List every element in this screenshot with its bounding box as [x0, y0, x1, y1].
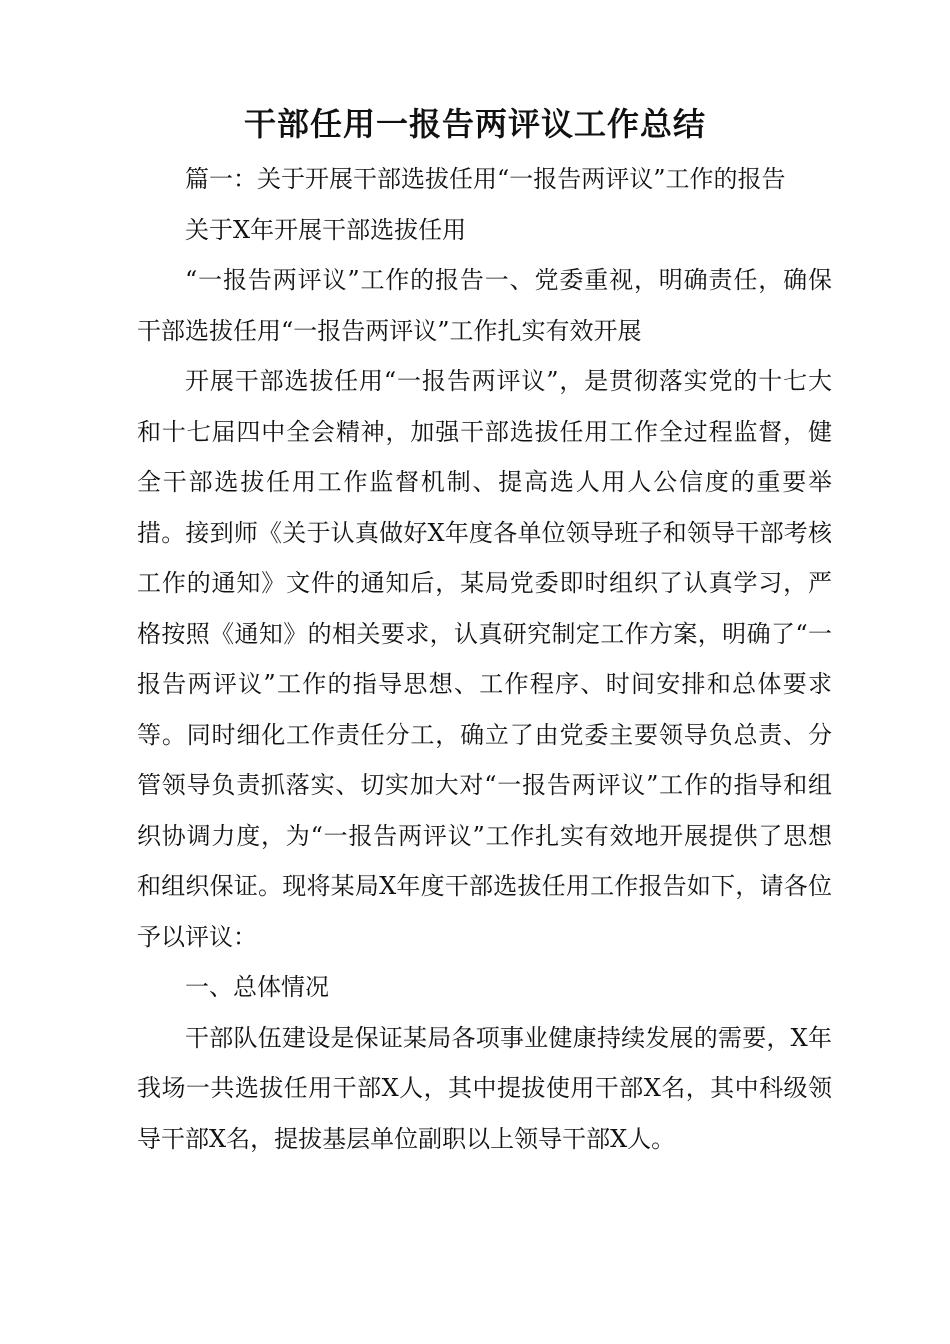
paragraph-subheading: 一、总体情况 [185, 973, 329, 1001]
paragraph-report-title: 关于X年开展干部选拔任用 [185, 215, 467, 244]
paragraph-section-heading: 篇一：关于开展干部选拔任用“一报告两评议”工作的报告 [185, 165, 786, 193]
document-title: 干部任用一报告两评议工作总结 [243, 105, 706, 143]
paragraph-report-subtitle: “一报告两评议”工作的报告一、党委重视，明确责任，确保干部选拔任用“一报告两评议”工作扎实有效开展 [137, 266, 832, 345]
document-body [137, 154, 832, 1164]
paragraph-body: 干部队伍建设是保证某局各项事业健康持续发展的需要，X年我场一共选拔任用干部X人，其中提拔使用干部X名，其中科级领导干部X名，提拔基层单位副职以上领导干部X人。 [137, 1023, 832, 1153]
paragraph-body: 开展干部选拔任用“一报告两评议”，是贯彻落实党的十七大和十七届四中全会精神，加强干部选拔任用工作全过程监督，健全干部选拔任用工作监督机制、提高选人用人公信度的重要举措。接到师《关于认真做好X年度各单位领导班子和领导干部考核工作的通知》文件的通知后，某局党委即时组织了认真学习，严格按照《通知》的相关要求，认真研究制定工作方案，明确了“一报告两评议”工作的指导思想、工作程序、时间安排和总体要求等。同时细化工作责任分工，确立了由党委主要领导负总责、分管领导负责抓落实、切实加大对“一报告两评议”工作的指导和组织协调力度，为“一报告两评议”工作扎实有效地开展提供了思想和组织保证。现将某局X年度干部选拔任用工作报告如下，请各位予以评议： [137, 367, 832, 951]
